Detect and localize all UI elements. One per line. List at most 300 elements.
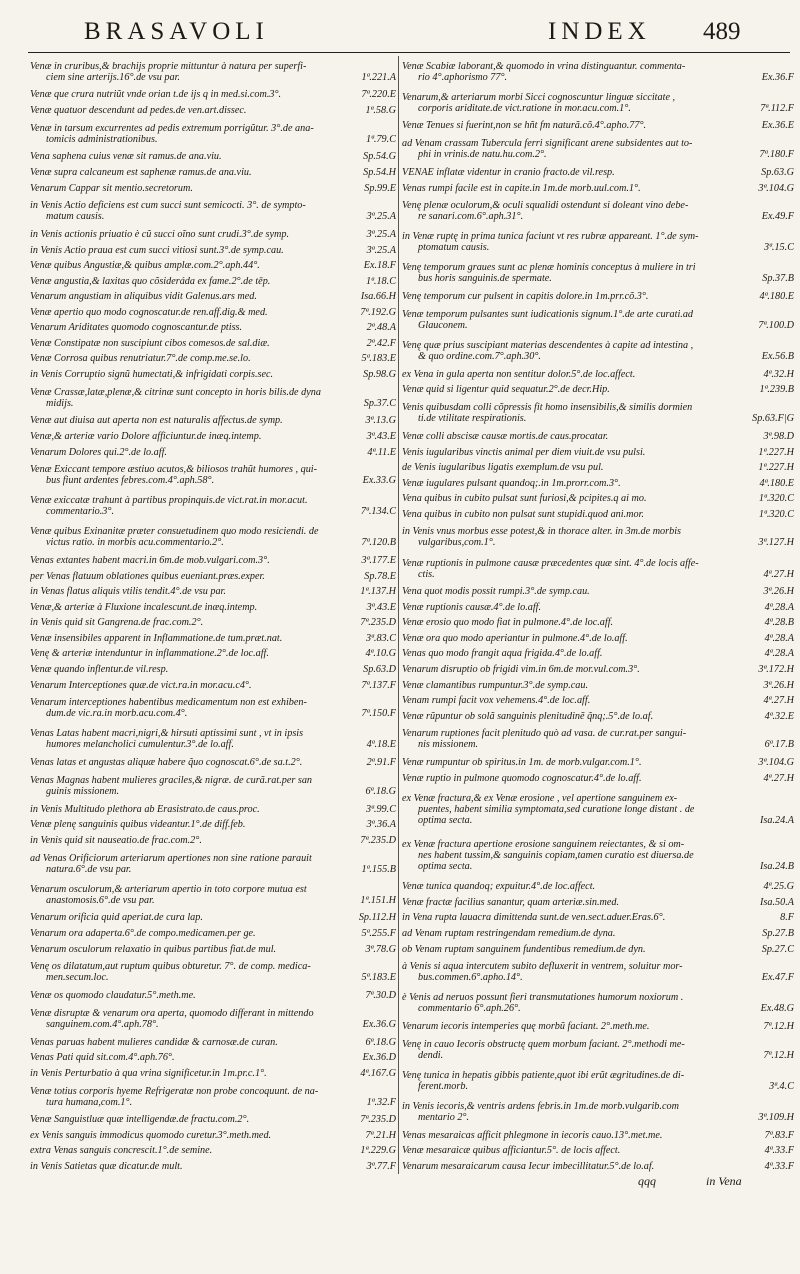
index-entry xyxy=(402,1097,794,1128)
entry-reference: 7ª.21.H xyxy=(365,1129,396,1141)
entry-text-line: in Venis Satietas quæ dicatur.de mult. 3ª.77.F xyxy=(30,1160,396,1172)
index-entry xyxy=(402,646,794,662)
entry-reference: Isa.66.H xyxy=(360,291,396,303)
entry-text-line: corporis ariditate.de vict.ratione in mor.acu.com.1°. 7ª.112.F xyxy=(418,102,794,114)
entry-text-line: Venæ rũpuntur ob solã sanguinis plenitudinẽ q̃nq;.5°.de lo.af. 4ª.32.E xyxy=(402,710,794,722)
entry-reference: Sp.112.H xyxy=(358,912,396,924)
entry-text-line: ctis. 4ª.27.H xyxy=(418,568,794,580)
index-entry xyxy=(30,662,396,678)
entry-reference: 4ª.33.F xyxy=(764,1145,794,1157)
entry-text-line: in Vena rupta lauacra dimittenda sunt.de ven.sect.aduer.Eras.6°. 8.F xyxy=(402,912,794,924)
index-entry xyxy=(402,988,794,1019)
entry-text-line: Venæ ora quo modo aperiantur in pulmone.4°.de lo.aff. 4ª.28.A xyxy=(402,632,794,644)
index-entry xyxy=(30,149,396,165)
header-rule xyxy=(28,52,790,53)
entry-text-line: tomicis administrationibus. 1ª.79.C xyxy=(46,133,396,145)
index-entry xyxy=(30,305,396,321)
index-entry xyxy=(30,242,396,258)
entry-reference: Sp.27.C xyxy=(761,943,794,955)
index-entry xyxy=(402,491,794,507)
index-entry xyxy=(402,584,794,600)
entry-text-line: in Venis Perturbatio à qua vrina significetur.in 1m.pr.c.1°. 4ª.167.G xyxy=(30,1067,396,1079)
entry-text-line: Venæ angustia,& laxitas quo cõsideráda ex fame.2°.de tēp. 1ª.18.C xyxy=(30,275,396,287)
entry-text-line: Venæ Exiccant tempore æstiuo acutos,& biliosos trahũt humores , qui- xyxy=(30,464,318,476)
index-entry xyxy=(30,289,396,305)
entry-reference: Ex.36.E xyxy=(761,120,794,132)
entry-reference: 4ª.28.B xyxy=(764,617,794,629)
entry-reference: 7ª.12.H xyxy=(763,1049,794,1061)
entry-text-line: Venæ disruptæ & venarum ora aperta, quomodo differant in mittendo xyxy=(30,1007,314,1019)
entry-text-line: optima secta. Isa.24.B xyxy=(418,861,794,873)
index-entry xyxy=(30,491,396,522)
index-entry xyxy=(30,770,396,801)
entry-text-line: Venæ aut diuisa aut aperta non est naturalis affectus.de symp. 3ª.13.G xyxy=(30,415,396,427)
entry-reference: 1ª.32.F xyxy=(366,1096,396,1108)
index-entry xyxy=(30,382,396,413)
entry-text-line: Venæ in tarsum excurrentes ad pedis extremum porrigũtur. 3°.de ana- xyxy=(30,122,314,134)
entry-reference: 4ª.10.G xyxy=(365,648,396,660)
index-entry xyxy=(30,444,396,460)
index-entry xyxy=(402,398,794,429)
entry-text-line: natura.6°.de vsu par. 1ª.155.B xyxy=(46,863,396,875)
entry-text-line: Venę plenæ oculorum,& oculi squalidi ostendunt si doleant vino debe- xyxy=(402,200,689,212)
index-entry xyxy=(30,600,396,616)
index-entry xyxy=(402,724,794,755)
entry-reference: Isa.24.A xyxy=(760,814,794,826)
entry-text-line: Venæ,& arteriæ vario Dolore afficiuntur.de inæq.intemp. 3ª.43.E xyxy=(30,431,396,443)
entry-text-line: vulgaribus,com.1°. 3ª.127.H xyxy=(418,537,794,549)
entry-text-line: Venę temporum cur pulsent in capitis dolore.in 1m.prr.cõ.3°. 4ª.180.E xyxy=(402,291,794,303)
entry-text-line: guinis missionem. 6ª.18.G xyxy=(46,785,396,797)
entry-text-line: ad Venam ruptam restringendam remedium.de dyna. Sp.27.B xyxy=(402,927,794,939)
entry-text-line: Venę temporum graues sunt ac plenæ hominis conceptus à muliere in tri xyxy=(402,262,696,274)
index-entry xyxy=(30,833,396,849)
entry-text-line: Venæ rumpuntur ob spiritus.in 1m. de morb.vulgar.com.1°. 3ª.104.G xyxy=(402,757,794,769)
entry-reference: 7ª.134.C xyxy=(360,506,396,518)
entry-text-line: ob Venam ruptam sanguinem fundentibus remedium.de dyn. Sp.27.C xyxy=(402,943,794,955)
index-entry xyxy=(30,522,396,553)
entry-reference: Isa.24.B xyxy=(760,861,794,873)
entry-reference: 2ª.91.F xyxy=(366,757,396,769)
index-entry xyxy=(402,662,794,678)
entry-text-line: Venarum disruptio ob frigidi vim.in 6m.de mor.vul.com.3°. 3ª.172.H xyxy=(402,663,794,675)
index-entry xyxy=(402,910,794,926)
index-entry xyxy=(30,196,396,227)
index-entry xyxy=(402,708,794,724)
index-entry xyxy=(30,693,396,724)
index-entry xyxy=(402,118,794,134)
entry-text-line: midijs. Sp.37.C xyxy=(46,397,396,409)
page-footer xyxy=(0,1174,800,1198)
entry-text-line: Venarum osculorum,& arteriarum apertio in toto corpore mutua est xyxy=(30,883,307,895)
index-entry xyxy=(402,677,794,693)
index-entry xyxy=(30,320,396,336)
entry-text-line: Venæ ruptionis in pulmone causæ præcedentes quæ sint. 4°.de locis affe- xyxy=(402,557,699,569)
entry-reference: 3ª.43.E xyxy=(366,601,396,613)
index-entry xyxy=(402,56,794,87)
entry-reference: Ex.49.F xyxy=(761,211,794,223)
entry-text-line: Venarum Interceptiones quæ.de vict.ra.in mor.acu.c4°. 7ª.137.F xyxy=(30,679,396,691)
entry-text-line: Venis iugularibus vinctis animal per diem viuit.de vsu pulsi. 1ª.227.H xyxy=(402,446,794,458)
entry-text-line: per Venas flatuum oblationes quibus eueniant.præs.exper. Sp.78.E xyxy=(30,570,396,582)
entry-text-line: Venæ que crura nutriũt vnde orian t.de ijs q in med.si.com.3°. 7ª.220.E xyxy=(30,89,396,101)
entry-text-line: in Venis Corruptio signũ humectati,& infrigidati corpis.sec. Sp.98.G xyxy=(30,368,396,380)
index-entry xyxy=(402,165,794,181)
entry-reference: Sp.63.G xyxy=(761,166,794,178)
index-entry xyxy=(402,289,794,305)
index-entry xyxy=(402,1019,794,1035)
entry-reference: 5ª.183.E xyxy=(361,353,396,365)
entry-text-line: Venæ Corrosa quibus renutriatur.7°.de comp.me.se.lo. 5ª.183.E xyxy=(30,353,396,365)
entry-text-line: nes habent tussim,& sanguinis copiam,tamen curatio est diuersa.de xyxy=(418,850,694,862)
entry-text-line: Venę tunica in hepatis gibbis patiente,quot ibi erũt ægritudines.de di- xyxy=(402,1070,685,1082)
index-entry xyxy=(402,305,794,336)
entry-reference: 3ª.78.G xyxy=(365,943,396,955)
entry-reference: 7ª.112.F xyxy=(760,102,794,114)
entry-text-line: Venæ colli abscisæ causæ mortis.de caus.procatar. 3ª.98.D xyxy=(402,431,794,443)
entry-text-line: in Venis Actio praua est cum succi vitiosi sunt.3°.de symp.cau. 3ª.25.A xyxy=(30,244,396,256)
entry-text-line: Venarum orificia quid aperiat.de cura lap. Sp.112.H xyxy=(30,912,396,924)
entry-reference: 7ª.83.F xyxy=(764,1129,794,1141)
entry-reference: 7ª.192.G xyxy=(360,306,396,318)
index-entry xyxy=(30,817,396,833)
entry-reference: Ex.47.F xyxy=(761,972,794,984)
index-entry xyxy=(402,1143,794,1159)
entry-reference: 2ª.42.F xyxy=(366,337,396,349)
entry-text-line: Venarum mesaraicarum causa Iecur imbecillitatur.5°.de lo.af. 4ª.33.F xyxy=(402,1160,794,1172)
entry-reference: Sp.54.H xyxy=(363,166,396,178)
entry-text-line: VENAE inflatæ videntur in cranio fracto.de vil.resp. Sp.63.G xyxy=(402,166,794,178)
entry-reference: 3ª.26.H xyxy=(763,586,794,598)
entry-text-line: Venarum Cappar sit mentio.secretorum. Sp.99.E xyxy=(30,182,396,194)
entry-text-line: Venas paruas habent mulieres candidæ & carnosæ.de curan. 6ª.18.G xyxy=(30,1036,396,1048)
entry-reference: 7ª.235.D xyxy=(360,617,396,629)
entry-reference: Sp.27.B xyxy=(762,927,794,939)
index-entry xyxy=(402,1128,794,1144)
entry-text-line: Venas mesaraicas afficit phlegmone in iecoris cauo.13°.met.me. 7ª.83.F xyxy=(402,1129,794,1141)
entry-text-line: in Venis actionis priuatio è cũ succi oĩno sunt crudi.3°.de symp. 3ª.25.A xyxy=(30,229,396,241)
entry-text-line: phi in vrinis.de natu.hu.com.2°. 7ª.180.F xyxy=(418,149,794,161)
index-entry xyxy=(30,848,396,879)
entry-reference: 7ª.120.B xyxy=(361,537,396,549)
entry-reference: Sp.98.G xyxy=(363,368,396,380)
entry-text-line: commentario.3°. 7ª.134.C xyxy=(46,506,396,518)
entry-text-line: commentario 6°.aph.26°. Ex.48.G xyxy=(418,1003,794,1015)
entry-text-line: Venæ quibus Angustiæ,& quibus amplæ.com.2°.aph.44°. Ex.18.F xyxy=(30,260,396,272)
index-entry xyxy=(402,367,794,383)
index-entry xyxy=(402,460,794,476)
entry-text-line: Venæ ruptio in pulmone quomodo cognoscatur.4°.de lo.aff. 4ª.27.H xyxy=(402,772,794,784)
entry-text-line: Venæ mesaraicæ quibus afficiantur.5°. de locis affect. 4ª.33.F xyxy=(402,1145,794,1157)
entry-text-line: Venas rumpi facile est in capite.in 1m.de morb.uul.com.1°. 3ª.104.G xyxy=(402,182,794,194)
entry-text-line: Venæ fractæ facilius sanantur, quam arteriæ.sin.med. Isa.50.A xyxy=(402,896,794,908)
entry-text-line: Venę os dilatatum,aut ruptum quibus obturetur. 7°. de comp. medica- xyxy=(30,961,311,973)
index-entry xyxy=(30,755,396,771)
entry-reference: 1ª.227.H xyxy=(758,446,794,458)
index-entry xyxy=(30,180,396,196)
entry-text-line: Venarum osculorum relaxatio in quibus partibus fiat.de mul. 3ª.78.G xyxy=(30,943,396,955)
index-entry xyxy=(402,1034,794,1065)
entry-reference: 3ª.98.D xyxy=(763,431,794,443)
index-entry xyxy=(30,273,396,289)
entry-text-line: ti.de vtilitate respirationis. Sp.63.F|G xyxy=(418,413,794,425)
entry-text-line: in Venæ ruptę in prima tunica faciunt vt res rubræ appareant. 1°.de sym- xyxy=(402,231,699,243)
index-entry xyxy=(402,879,794,895)
index-entry xyxy=(402,382,794,398)
catchword: in Vena xyxy=(706,1174,742,1188)
entry-text-line: Venarum iecoris intemperies quę morbũ faciant. 2°.meth.me. 7ª.12.H xyxy=(402,1021,794,1033)
entry-text-line: Venæ quatuor descendunt ad pedes.de ven.art.dissec. 1ª.58.G xyxy=(30,104,396,116)
index-entry xyxy=(30,553,396,569)
index-entry xyxy=(402,444,794,460)
entry-reference: 1ª.18.C xyxy=(366,275,396,287)
entry-text-line: Venarum Ariditates quomodo cognoscantur.de ptiss. 2ª.48.A xyxy=(30,322,396,334)
entry-reference: 4ª.28.A xyxy=(764,601,794,613)
entry-text-line: Venæ temporum pulsantes sunt iudicationis signum.1°.de arte curati.ad xyxy=(402,309,694,321)
entry-text-line: Venæ in cruribus,& brachijs proprie mittuntur à natura per superfi- xyxy=(30,60,307,72)
entry-reference: 7ª.220.E xyxy=(361,89,396,101)
entry-text-line: in Venis iecoris,& ventris ardens febris.in 1m.de morb.vulgarib.com xyxy=(402,1101,679,1113)
entry-reference: Ex.48.G xyxy=(760,1003,794,1015)
entry-reference: 7ª.12.H xyxy=(763,1021,794,1033)
entry-reference: 4ª.28.A xyxy=(764,632,794,644)
index-entry xyxy=(30,1066,396,1082)
entry-reference: 3ª.109.H xyxy=(758,1112,794,1124)
index-entry xyxy=(402,475,794,491)
entry-text-line: in Venas flatus aliquis vtilis tendit.4°.de vsu par. 1ª.137.H xyxy=(30,586,396,598)
header-left-title: BRASAVOLI xyxy=(84,18,269,45)
entry-text-line: Venæ os quomodo claudatur.5°.meth.me. 7ª.30.D xyxy=(30,990,396,1002)
header-right-title: INDEX xyxy=(548,18,651,45)
entry-text-line: Venas latas et angustas aliquæ habere q̃uo cognoscat.6°.de sa.t.2°. 2ª.91.F xyxy=(30,757,396,769)
entry-reference: Sp.99.E xyxy=(364,182,396,194)
index-entry xyxy=(30,103,396,119)
index-entry xyxy=(402,755,794,771)
index-entry xyxy=(402,1159,794,1175)
entry-text-line: re sanari.com.6°.aph.31°. Ex.49.F xyxy=(418,211,794,223)
entry-reference: 3ª.104.G xyxy=(758,757,794,769)
index-entry xyxy=(402,196,794,227)
entry-text-line: in Venis Multitudo plethora ab Erasistrato.de caus.proc. 3ª.99.C xyxy=(30,803,396,815)
index-entry xyxy=(30,1003,396,1034)
entry-reference: 7ª.235.D xyxy=(360,1114,396,1126)
entry-reference: 4ª.180.E xyxy=(759,477,794,489)
index-entry xyxy=(30,569,396,585)
entry-reference: 4ª.32.H xyxy=(763,368,794,380)
entry-text-line: Venarum ruptiones facit plenitudo quò ad vasa. de cur.rat.per sangui- xyxy=(402,728,687,740)
index-entry xyxy=(30,413,396,429)
entry-reference: Sp.63.D xyxy=(363,663,396,675)
index-entry xyxy=(30,460,396,491)
entry-text-line: Venas extantes habent macri.in 6m.de mob.vulgari.com.3°. 3ª.177.E xyxy=(30,555,396,567)
entry-reference: 3ª.26.H xyxy=(763,679,794,691)
index-entry xyxy=(30,1143,396,1159)
entry-reference: 7ª.137.F xyxy=(361,679,396,691)
index-entry xyxy=(30,957,396,988)
entry-text-line: Vena saphena cuius venæ sit ramus.de ana.viu. Sp.54.G xyxy=(30,151,396,163)
index-entry xyxy=(30,87,396,103)
index-entry xyxy=(402,258,794,289)
entry-reference: 4ª.33.F xyxy=(764,1160,794,1172)
entry-reference: 3ª.104.G xyxy=(758,182,794,194)
running-header xyxy=(0,18,800,52)
entry-reference: 4ª.32.E xyxy=(764,710,794,722)
entry-text-line: ex Venæ fractura,& ex Venæ erosione , vel apertione sanguinem ex- xyxy=(402,792,678,804)
entry-text-line: Venæ iugulares pulsant quandoq;.in 1m.prorr.com.3°. 4ª.180.E xyxy=(402,477,794,489)
index-entry xyxy=(30,118,396,149)
index-entry xyxy=(402,941,794,957)
entry-reference: Isa.50.A xyxy=(760,896,794,908)
entry-text-line: Venę quæ prius suscipiant materias descendentes à capite ad intestina , xyxy=(402,340,694,352)
entry-text-line: ferent.morb. 3ª.4.C xyxy=(418,1081,794,1093)
entry-text-line: ex Venæ fractura apertione erosione sanguinem reiectantes, & si om- xyxy=(402,839,685,851)
index-entry xyxy=(30,351,396,367)
entry-text-line: in Venis quid sit Gangrena.de frac.com.2°. 7ª.235.D xyxy=(30,617,396,629)
entry-reference: 4ª.18.E xyxy=(366,739,396,751)
entry-text-line: è Venis ad neruos possunt fieri transmutationes humorum noxiorum . xyxy=(402,992,684,1004)
entry-text-line: Venæ quibus Exinanitæ præter consuetudinem quo modo resiciendi. de xyxy=(30,526,319,538)
entry-text-line: Venas Latas habent macri,nigri,& hirsuti aptissimi sunt , vt in ipsis xyxy=(30,728,304,740)
entry-text-line: Venę in cauo Iecoris obstructę quem morbum faciant. 2°.methodi me- xyxy=(402,1038,685,1050)
entry-reference: 3ª.4.C xyxy=(769,1081,794,1093)
entry-text-line: ad Venas Orificiorum arteriarum apertiones non sine ratione parauit xyxy=(30,852,312,864)
entry-reference: 3ª.25.A xyxy=(366,211,396,223)
index-entry xyxy=(30,584,396,600)
entry-reference: 3ª.36.A xyxy=(366,819,396,831)
entry-reference: Ex.18.F xyxy=(363,260,396,272)
entry-reference: 1ª.155.B xyxy=(361,863,396,875)
entry-text-line: puentes, habent similia symptomata,sed curatione longe distant . de xyxy=(418,803,695,815)
entry-text-line: bus.commen.6°.apho.14°. Ex.47.F xyxy=(418,972,794,984)
entry-reference: 3ª.43.E xyxy=(366,431,396,443)
entry-text-line: matum causis. 3ª.25.A xyxy=(46,211,396,223)
index-entry xyxy=(402,693,794,709)
entry-text-line: Venæ ruptionis causæ.4°.de lo.aff. 4ª.28.A xyxy=(402,601,794,613)
entry-reference: Ex.36.G xyxy=(362,1018,396,1030)
entry-reference: Sp.37.B xyxy=(762,273,794,285)
index-entry xyxy=(30,1081,396,1112)
entry-text-line: Venæ plenę sanguinis quibus videantur.1°.de diff.feb. 3ª.36.A xyxy=(30,819,396,831)
entry-reference: 6ª.18.G xyxy=(365,1036,396,1048)
entry-reference: Ex.36.D xyxy=(362,1052,396,1064)
entry-reference: 3ª.77.F xyxy=(366,1160,396,1172)
entry-text-line: à Venis si aqua intercutem subito defluxerit in ventrem, soluitur mor- xyxy=(402,961,683,973)
index-entry xyxy=(402,87,794,118)
entry-text-line: Venas Pati quid sit.com.4°.aph.76°. Ex.36.D xyxy=(30,1052,396,1064)
entry-text-line: Venæ exiccatæ trahunt à partibus propinquis.de vict.rat.in mor.acut. xyxy=(30,495,308,507)
right-column xyxy=(402,56,794,1174)
index-entry xyxy=(30,56,396,87)
entry-reference: Sp.63.F|G xyxy=(752,413,794,425)
entry-reference: 3ª.83.C xyxy=(366,632,396,644)
entry-text-line: Venæ insensibiles apparent in Inflammatione.de tum.præt.nat. 3ª.83.C xyxy=(30,632,396,644)
entry-reference: 4ª.27.H xyxy=(763,568,794,580)
index-entry xyxy=(30,802,396,818)
entry-reference: 4ª.167.G xyxy=(360,1067,396,1079)
entry-text-line: Venæ quid si ligentur quid sequatur.2°.de decr.Hip. 1ª.239.B xyxy=(402,384,794,396)
entry-reference: 3ª.99.C xyxy=(366,803,396,815)
entry-text-line: Venarum interceptiones habentibus medicamentum non est exhiben- xyxy=(30,697,307,709)
entry-text-line: tura humana,com.1°. 1ª.32.F xyxy=(46,1096,396,1108)
entry-text-line: dum.de vic.ra.in morb.acu.com.4°. 7ª.150.F xyxy=(46,708,396,720)
entry-reference: 6ª.18.G xyxy=(365,785,396,797)
entry-text-line: Venę & arteriæ intenduntur in inflammatione.2°.de loc.aff. 4ª.10.G xyxy=(30,648,396,660)
entry-reference: 3ª.25.A xyxy=(366,244,396,256)
index-entry xyxy=(402,227,794,258)
entry-reference: 7ª.235.D xyxy=(360,834,396,846)
entry-reference: 2ª.48.A xyxy=(366,322,396,334)
entry-text-line: extra Venas sanguis concrescit.1°.de semine. 1ª.229.G xyxy=(30,1145,396,1157)
index-entry xyxy=(30,910,396,926)
entry-text-line: ex Vena in gula aperta non sentitur dolor.5°.de loc.affect. 4ª.32.H xyxy=(402,368,794,380)
entry-text-line: Venæ Scabiæ laborant,& quomodo in vrina distinguantur. commenta- xyxy=(402,60,686,72)
entry-text-line: de Venis iugularibus ligatis exemplum.de vsu pul. 1ª.227.H xyxy=(402,462,794,474)
entry-text-line: in Venis quid sit nauseatio.de frac.com.2°. 7ª.235.D xyxy=(30,834,396,846)
index-entry xyxy=(30,1128,396,1144)
entry-text-line: Venæ clamantibus rumpuntur.3°.de symp.cau. 3ª.26.H xyxy=(402,679,794,691)
entry-text-line: Venæ supra calcaneum est saphenæ ramus.de ana.viu. Sp.54.H xyxy=(30,166,396,178)
entry-text-line: Venæ Constipatæ non suscipiunt cibos comesos.de sal.diæ. 2ª.42.F xyxy=(30,337,396,349)
index-entry xyxy=(30,879,396,910)
entry-reference: 1ª.151.H xyxy=(360,894,396,906)
entry-reference: Sp.78.E xyxy=(364,570,396,582)
entry-text-line: ciem sine arterijs.16°.de vsu par. 1ª.221.A xyxy=(46,71,396,83)
entry-text-line: Venas quo modo frangit aqua frigida.4°.de lo.aff. 4ª.28.A xyxy=(402,648,794,660)
entry-reference: 7ª.30.D xyxy=(365,990,396,1002)
index-entry xyxy=(402,553,794,584)
index-entry xyxy=(30,1112,396,1128)
index-entry xyxy=(402,833,794,880)
entry-text-line: bus horis sanguinis.de spermate. Sp.37.B xyxy=(418,273,794,285)
index-entry xyxy=(30,631,396,647)
entry-reference: 4ª.25.G xyxy=(763,881,794,893)
entry-reference: 5ª.183.E xyxy=(361,972,396,984)
index-entry xyxy=(402,522,794,553)
index-entry xyxy=(402,506,794,522)
entry-text-line: ad Venam crassam Tubercula ferri significant arene subsidentes aut to- xyxy=(402,138,693,150)
entry-text-line: Venæ Tenues si fuerint,non se hñt fm naturã.cõ.4°.apho.77°. Ex.36.E xyxy=(402,120,794,132)
index-entry xyxy=(30,677,396,693)
entry-text-line: & quo ordine.com.7°.aph.30°. Ex.56.B xyxy=(418,351,794,363)
entry-text-line: anastomosis.6°.de vsu par. 1ª.151.H xyxy=(46,894,396,906)
entry-text-line: optima secta. Isa.24.A xyxy=(418,814,794,826)
index-entry xyxy=(30,429,396,445)
entry-reference: Ex.56.B xyxy=(761,351,794,363)
entry-reference: 8.F xyxy=(780,912,794,924)
entry-reference: 1ª.227.H xyxy=(758,462,794,474)
entry-reference: 1ª.239.B xyxy=(759,384,794,396)
entry-text-line: Glauconem. 7ª.100.D xyxy=(418,320,794,332)
entry-text-line: Venarum angustiam in aliquibus vidit Galenus.ars med. Isa.66.H xyxy=(30,291,396,303)
entry-text-line: in Venis vnus morbus esse potest,& in thorace alter. in 3m.de morbis xyxy=(402,526,682,538)
index-entry xyxy=(402,926,794,942)
entry-text-line: Venæ tunica quandoq; expuitur.4°.de loc.affect. 4ª.25.G xyxy=(402,881,794,893)
index-entry xyxy=(30,1034,396,1050)
index-entry xyxy=(30,227,396,243)
signature-mark: qqq xyxy=(638,1174,656,1188)
entry-text-line: Vena quot modis possit rumpi.3°.de symp.cau. 3ª.26.H xyxy=(402,586,794,598)
entry-text-line: Venis quibusdam colli cõpressis fit homo insensibilis,& similis dormien xyxy=(402,402,693,414)
entry-reference: 7ª.180.F xyxy=(759,149,794,161)
entry-text-line: Venarum ora adaperta.6°.de compo.medicamen.per ge. 5ª.255.F xyxy=(30,928,396,940)
entry-text-line: Venæ apertio quo modo cognoscatur.de ren.aff.dig.& med. 7ª.192.G xyxy=(30,306,396,318)
index-entry xyxy=(402,1066,794,1097)
entry-reference: 4ª.27.H xyxy=(763,772,794,784)
entry-reference: Sp.37.C xyxy=(363,397,396,409)
entry-text-line: Vena quibus in cubito non pulsat sunt stupidi.quod ani.mor. 1ª.320.C xyxy=(402,508,794,520)
entry-reference: Ex.33.G xyxy=(362,475,396,487)
entry-text-line: Venæ totius corporis hyeme Refrigeratæ non probe concoquunt. de na- xyxy=(30,1085,319,1097)
